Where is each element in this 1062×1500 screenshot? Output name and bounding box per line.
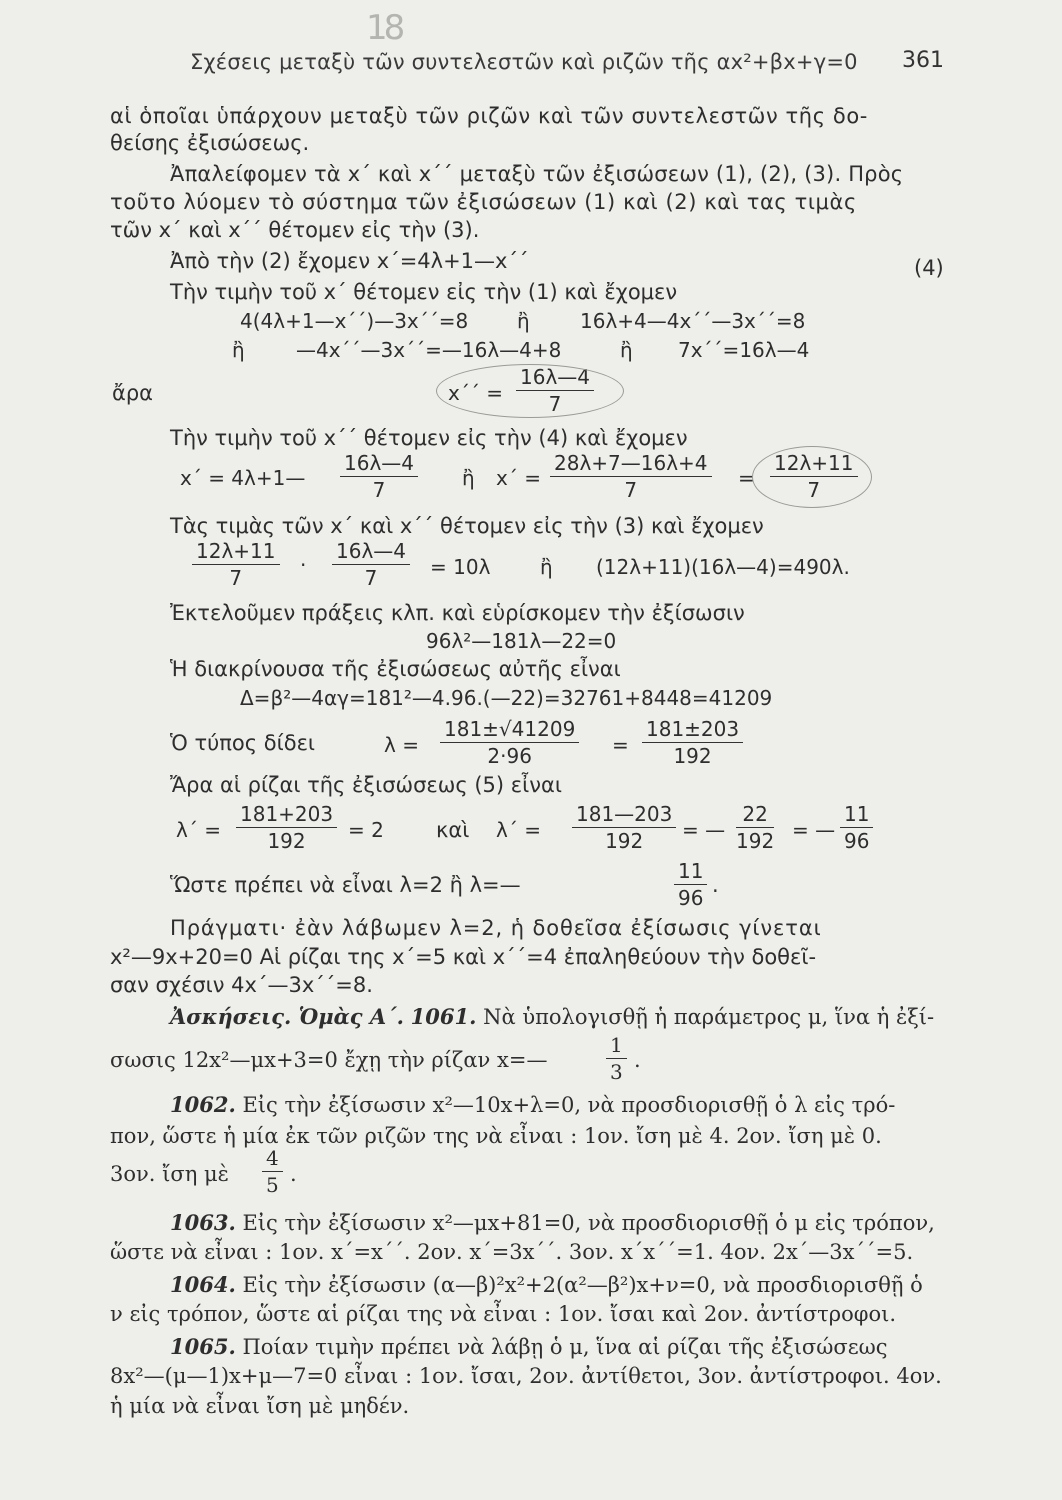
fraction	[236, 803, 337, 852]
fraction-numerator: 22	[736, 803, 774, 828]
exercise-text: Ποίαν τιμὴν πρέπει νὰ λάβῃ ὁ μ, ἵνα αἱ ρίζαι τῆς ἐξισώσεως	[242, 1335, 888, 1359]
pencil-circle	[752, 446, 872, 508]
exercise-text: 8x²—(μ—1)x+μ—7=0 εἶναι : 1ον. ἴσαι, 2ον. ἀντίθετοι, 3ον. ἀντίστροφοι. 4ον.	[110, 1364, 942, 1388]
exercise-number: 1065.	[170, 1334, 236, 1359]
exercise-text: ἡ μία νὰ εἶναι ἴση μὲ μηδέν.	[110, 1394, 410, 1418]
exercise-text: Εἰς τὴν ἐξίσωσιν x²—10x+λ=0, νὰ προσδιορισθῇ ὁ λ εἰς τρό-	[242, 1093, 896, 1117]
fraction-denominator: 5	[266, 1173, 279, 1197]
text-line: Ἀπαλείφομεν τὰ x΄ καὶ x΄΄ μεταξὺ τῶν ἐξισώσεων (1), (2), (3). Πρὸς	[170, 162, 904, 186]
pencil-page-mark: 18	[366, 8, 402, 48]
fraction	[736, 803, 774, 852]
text-or: ἢ	[620, 338, 633, 362]
fraction-denominator: 7	[624, 478, 638, 502]
equation: 4(4λ+1—x΄΄)—3x΄΄=8	[240, 309, 469, 333]
text-line: θείσης ἐξισώσεως.	[110, 131, 310, 155]
fraction-denominator: 2·96	[487, 744, 532, 768]
text-line: Τὴν τιμὴν τοῦ x΄΄ θέτομεν εἰς τὴν (4) καὶ ἔχομεν	[170, 426, 688, 450]
fraction-denominator: 7	[229, 566, 243, 590]
equals: = —	[792, 818, 836, 842]
fraction-denominator: 192	[736, 829, 775, 853]
fraction	[340, 452, 418, 501]
exercise-text: ν εἰς τρόπον, ὥστε αἱ ρίζαι της νὰ εἶναι : 1ον. ἴσαι καὶ 2ον. ἀντίστροφοι.	[110, 1302, 897, 1326]
fraction-numerator: 1	[606, 1034, 627, 1059]
text-line: Ἀπὸ τὴν (2) ἔχομεν x΄=4λ+1—x΄΄	[170, 249, 529, 273]
equation-lhs: x΄΄ =	[448, 381, 503, 405]
fraction	[606, 1034, 627, 1083]
exercise-text: πον, ὥστε ἡ μία ἐκ τῶν ριζῶν της νὰ εἶναι : 1ον. ἴση μὲ 4. 2ον. ἴση μὲ 0.	[110, 1124, 882, 1148]
fraction-numerator: 181±√41209	[440, 718, 579, 743]
text-kai: καὶ	[436, 818, 470, 842]
fraction-numerator: 28λ+7—16λ+4	[550, 452, 712, 477]
text-line: Ὁ τύπος δίδει	[170, 731, 316, 755]
fraction	[192, 540, 280, 589]
text-line: Ἡ διακρίνουσα τῆς ἐξισώσεως αὐτῆς εἶναι	[170, 657, 621, 681]
fraction-denominator: 7	[548, 392, 562, 416]
equation: 7x΄΄=16λ—4	[678, 338, 810, 362]
fraction-numerator: 11	[840, 803, 873, 828]
text-line: Ὥστε πρέπει νὰ εἶναι λ=2 ἢ λ=—	[170, 873, 521, 897]
equation-lhs: λ΄ =	[176, 818, 221, 842]
fraction-denominator: 7	[807, 478, 821, 502]
fraction	[674, 860, 707, 909]
period: .	[290, 1162, 297, 1186]
fraction-numerator: 11	[674, 860, 707, 885]
fraction-denominator: 7	[372, 478, 386, 502]
text-line: x²—9x+20=0 Αἱ ρίζαι της x΄=5 καὶ x΄΄=4 ἐπαληθεύουν τὴν δοθεῖ-	[110, 945, 817, 969]
equation-lhs: x΄ =	[496, 466, 541, 490]
equals: =	[738, 466, 755, 490]
equation: —4x΄΄—3x΄΄=—16λ—4+8	[296, 338, 562, 362]
equals: =	[612, 733, 629, 757]
fraction-numerator: 12λ+11	[770, 452, 858, 477]
text-line: αἱ ὁποῖαι ὑπάρχουν μεταξὺ τῶν ριζῶν καὶ τῶν συντελεστῶν τῆς δο-	[110, 104, 868, 128]
fraction-numerator: 16λ—4	[516, 366, 594, 391]
fraction-denominator: 192	[267, 829, 306, 853]
text-or: ἢ	[232, 338, 245, 362]
equation-lhs: λ =	[384, 733, 419, 757]
exercise-number: 1061.	[410, 1004, 477, 1029]
text-line: Τὴν τιμὴν τοῦ x΄ θέτομεν εἰς τὴν (1) καὶ ἔχομεν	[170, 280, 678, 304]
text-or: ἢ	[517, 309, 530, 333]
fraction-numerator: 181—203	[572, 803, 676, 828]
text-line: Ἄρα αἱ ρίζαι τῆς ἐξισώσεως (5) εἶναι	[170, 773, 562, 797]
fraction-numerator: 181±203	[642, 718, 743, 743]
fraction-denominator: 3	[610, 1060, 623, 1084]
fraction-numerator: 4	[262, 1147, 283, 1172]
exercise-1063	[170, 1210, 935, 1235]
text-or: ἢ	[540, 555, 553, 579]
text-line: τῶν x΄ καὶ x΄΄ θέτομεν εἰς τὴν (3).	[110, 218, 480, 242]
exercise-text: Εἰς τὴν ἐξίσωσιν x²—μx+81=0, νὰ προσδιορισθῇ ὁ μ εἰς τρόπον,	[242, 1211, 935, 1235]
equation-ref: (4)	[914, 256, 944, 280]
equation: 16λ+4—4x΄΄—3x΄΄=8	[580, 309, 806, 333]
fraction	[550, 452, 712, 501]
fraction-numerator: 12λ+11	[192, 540, 280, 565]
fraction	[262, 1147, 283, 1196]
text-line: τοῦτο λύομεν τὸ σύστημα τῶν ἐξισώσεων (1) καὶ (2) καὶ τας τιμὰς	[110, 190, 857, 214]
equation: Δ=β²—4αγ=181²—4.96.(—22)=32761+8448=41209	[240, 686, 773, 710]
text-line: σαν σχέσιν 4x΄—3x΄΄=8.	[110, 973, 373, 997]
equation-lhs: x΄ = 4λ+1—	[180, 466, 306, 490]
exercises-block	[170, 1004, 934, 1029]
fraction-denominator: 96	[844, 829, 870, 853]
running-header: Σχέσεις μεταξὺ τῶν συντελεστῶν καὶ ριζῶν τῆς αx²+βx+γ=0	[190, 50, 858, 74]
exercise-1062	[170, 1092, 895, 1117]
period: .	[634, 1048, 641, 1072]
fraction	[642, 718, 743, 767]
text-line: Ἐκτελοῦμεν πράξεις κλπ. καὶ εὑρίσκομεν τὴν ἐξίσωσιν	[170, 601, 745, 625]
text-or: ἢ	[462, 466, 475, 490]
fraction-numerator: 16λ—4	[332, 540, 410, 565]
fraction-numerator: 181+203	[236, 803, 337, 828]
exercise-1065	[170, 1334, 888, 1359]
dot-operator: ·	[300, 553, 307, 577]
exercise-text: 3ον. ἴση μὲ	[110, 1162, 229, 1186]
fraction	[840, 803, 873, 852]
exercise-number: 1063.	[170, 1210, 236, 1235]
fraction-denominator: 96	[678, 886, 704, 910]
text-ara: ἄρα	[112, 381, 154, 405]
fraction	[572, 803, 676, 852]
equation-rhs: = 2	[348, 818, 384, 842]
fraction-denominator: 7	[364, 566, 378, 590]
exercise-1064	[170, 1272, 923, 1297]
equation: (12λ+11)(16λ—4)=490λ.	[596, 555, 850, 579]
equation: 96λ²—181λ—22=0	[426, 629, 617, 653]
equals: = —	[682, 818, 726, 842]
period: .	[712, 873, 719, 897]
exercise-number: 1064.	[170, 1272, 236, 1297]
text-line: Τὰς τιμὰς τῶν x΄ καὶ x΄΄ θέτομεν εἰς τὴν (3) καὶ ἔχομεν	[170, 514, 764, 538]
pencil-circle	[436, 364, 624, 418]
fraction	[332, 540, 410, 589]
exercise-number: 1062.	[170, 1092, 236, 1117]
fraction	[440, 718, 579, 767]
page-number: 361	[902, 48, 944, 73]
text-line: Πράγματι· ἐὰν λάβωμεν λ=2, ἡ δοθεῖσα ἐξίσωσις γίνεται	[170, 916, 822, 940]
fraction-denominator: 192	[605, 829, 644, 853]
equation-rhs: = 10λ	[430, 555, 491, 579]
fraction-numerator: 16λ—4	[340, 452, 418, 477]
fraction-denominator: 192	[673, 744, 712, 768]
exercise-text: Εἰς τὴν ἐξίσωσιν (α—β)²x²+2(α²—β²)x+ν=0, νὰ προσδιορισθῇ ὁ	[242, 1273, 923, 1297]
exercises-heading: Ἀσκήσεις. Ὁμὰς Α΄.	[170, 1004, 404, 1029]
exercise-text: σωσις 12x²—μx+3=0 ἔχῃ τὴν ρίζαν x=—	[110, 1048, 548, 1072]
exercise-text: Νὰ ὑπολογισθῇ ἡ παράμετρος μ, ἵνα ἡ ἐξί-	[483, 1005, 935, 1029]
equation-lhs: λ΄ =	[496, 818, 541, 842]
exercise-text: ὥστε νὰ εἶναι : 1ον. x΄=x΄΄. 2ον. x΄=3x΄΄. 3ον. x΄x΄΄=1. 4ον. 2x΄—3x΄΄=5.	[110, 1240, 914, 1264]
